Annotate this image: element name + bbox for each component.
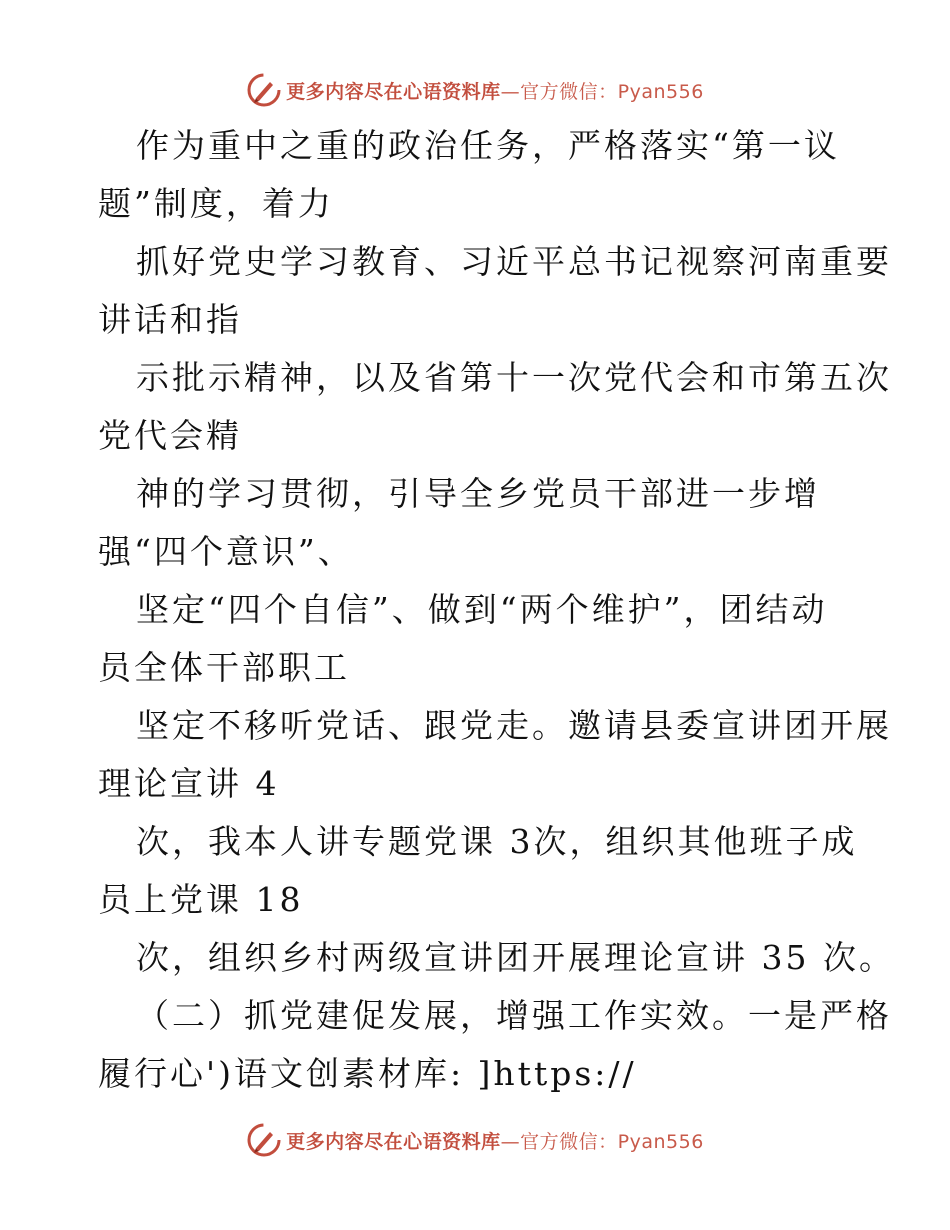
pen-logo-icon (246, 1122, 282, 1158)
pen-logo-icon (246, 72, 282, 108)
footer-banner-text (286, 1127, 704, 1154)
footer-banner-site: 更多内容尽在心语资料库 (286, 1130, 501, 1153)
body-line: （二）抓党建促发展，增强工作实效。一是严格 (136, 996, 892, 1035)
header-banner-site: 更多内容尽在心语资料库 (286, 80, 501, 103)
body-line: 履行心')语文创素材库: ]https:// (98, 1054, 637, 1093)
body-line: 党代会精 (98, 416, 242, 455)
header-banner-text (286, 77, 704, 104)
body-line: 强“四个意识”、 (98, 532, 354, 571)
body-line: 抓好党史学习教育、习近平总书记视察河南重要 (136, 242, 892, 281)
body-line: 示批示精神，以及省第十一次党代会和市第五次 (136, 358, 892, 397)
header-banner (0, 72, 950, 108)
header-banner-wechat: —官方微信：Pyan556 (500, 80, 704, 103)
footer-banner-wechat: —官方微信：Pyan556 (500, 1130, 704, 1153)
body-line: 题”制度，着力 (98, 184, 334, 223)
body-line: 坚定不移听党话、跟党走。邀请县委宣讲团开展 (136, 706, 892, 745)
body-line: 次，我本人讲专题党课 3次，组织其他班子成 (136, 822, 858, 861)
body-line: 员上党课 18 (98, 880, 304, 919)
body-line: 坚定“四个自信”、做到“两个维护”，团结动 (136, 590, 828, 629)
body-line: 讲话和指 (98, 300, 242, 339)
body-line: 神的学习贯彻，引导全乡党员干部进一步增 (136, 474, 820, 513)
document-body (0, 116, 950, 1116)
body-line: 理论宣讲 4 (98, 764, 280, 803)
body-line: 员全体干部职工 (98, 648, 350, 687)
body-line: 次，组织乡村两级宣讲团开展理论宣讲 35 次。 (136, 938, 895, 977)
footer-banner (0, 1122, 950, 1158)
body-line: 作为重中之重的政治任务，严格落实“第一议 (136, 126, 840, 165)
